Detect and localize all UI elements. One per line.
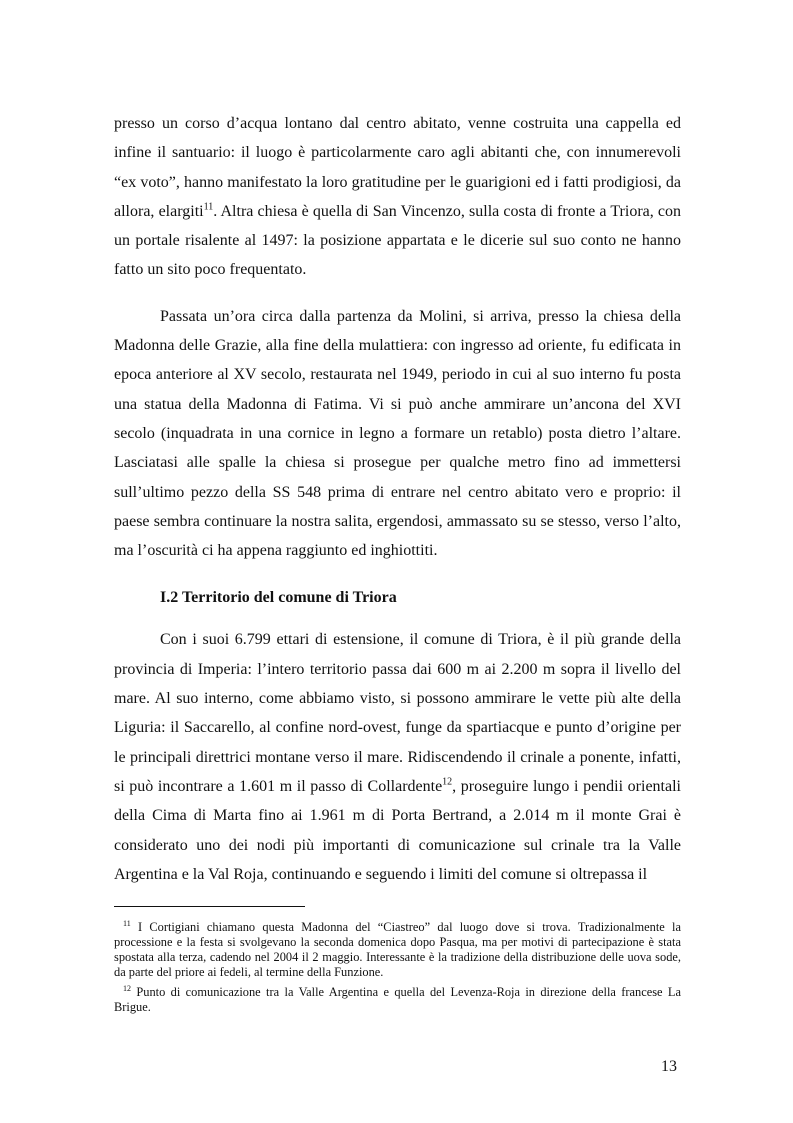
paragraph-territorio <box>114 625 681 889</box>
footnotes <box>114 920 681 1014</box>
footnote-12 <box>114 985 681 1015</box>
paragraph-text: Con i suoi 6.799 ettari di estensione, il comune di Triora, è il più grande della provincia di Imperia: l’intero territorio passa dai 600 m ai 2.200 m sopra il livello del mare. Al suo interno, come abbiamo visto, si possono ammirare le vette più alte della Liguria: il Saccarello, al confine nord-ovest, funge da spartiacque e punto d’origine per le principali direttrici montane verso il mare. Ridiscendendo il crinale a ponente, infatti, si può incontrare a 1.601 m il passo di Collardente <box>114 631 681 795</box>
footnote-number: 12 <box>123 983 131 993</box>
page-number: 13 <box>661 1058 677 1075</box>
paragraph-continued <box>114 109 681 285</box>
footnote-separator <box>114 906 305 907</box>
paragraph-text: . Altra chiesa è quella di San Vincenzo, sulla costa di fronte a Triora, con un portale risalente al 1497: la posizione appartata e le dicerie sul suo conto ne hanno fatto un sito poco frequentato. <box>114 202 681 279</box>
paragraph-text: presso un corso d’acqua lontano dal centro abitato, venne costruita una cappella ed infine il santuario: il luogo è particolarmente caro agli abitanti che, con innumerevoli “ex voto”, hanno manifestato la loro gratitudine per le guarigioni ed i fatti prodigiosi, da allora, elargiti <box>114 115 681 220</box>
footnote-reference-12[interactable]: 12 <box>442 776 453 788</box>
page-content <box>114 109 681 1020</box>
paragraph-text: , proseguire lungo i pendii orientali della Cima di Marta fino ai 1.961 m di Porta Bertrand, a 2.014 m il monte Grai è considerato uno dei nodi più importanti di comunicazione sul crinale tra la Valle Argentina e la Val Roja, continuando e seguendo i limiti del comune si oltrepassa il <box>114 777 681 883</box>
section-heading: I.2 Territorio del comune di Triora <box>160 589 397 607</box>
footnote-reference-11[interactable]: 11 <box>203 201 214 213</box>
footnote-number: 11 <box>123 919 131 928</box>
footnote-11 <box>114 920 681 980</box>
paragraph-madonna-delle-grazie: Passata un’ora circa dalla partenza da Molini, si arriva, presso la chiesa della Madonna delle Grazie, alla fine della mulattiera: con ingresso ad oriente, fu edificata in epoca anteriore al XV secolo, restaurata nel 1949, periodo in cui al suo interno fu posta una statua della Madonna di Fatima. Vi si può anche ammirare un’ancona del XVI secolo (inquadrata in una cornice in legno a formare un retablo) posta dietro l’altare. Lasciatasi alle spalle la chiesa si prosegue per qualche metro fino ad immettersi sull’ultimo pezzo della SS 548 prima di entrare nel centro abitato vero e proprio: il paese sembra continuare la nostra salita, ergendosi, ammassato su se stesso, verso l’alto, ma l’oscurità ci ha appena raggiunto ed inghiottiti. <box>114 307 681 560</box>
footnote-text: Punto di comunicazione tra la Valle Argentina e quella del Levenza-Roja in direzione della francese La Brigue. <box>114 984 681 1014</box>
footnote-text: I Cortigiani chiamano questa Madonna del “Ciastreo” dal luogo dove si trova. Tradizionalmente la processione e la festa si svolgevano la seconda domenica dopo Pasqua, ma per motivi di partecipazione è stata spostata alla terza, cadendo nel 2004 il 2 maggio. Interessante è la tradizione della distribuzione delle uova sode, da parte del priore ai fedeli, al termine della Funzione. <box>114 920 681 979</box>
